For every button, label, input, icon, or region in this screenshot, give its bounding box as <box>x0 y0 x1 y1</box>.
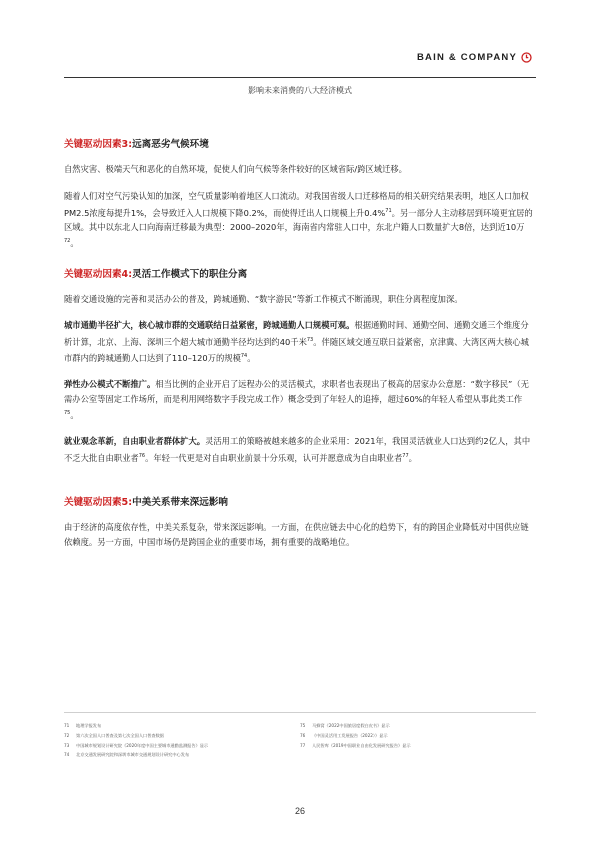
footnote-ref: 74 <box>240 352 248 359</box>
footnote-ref: 77 <box>402 452 409 459</box>
paragraph-text: 灵活用工的策略被越来越多的企业采用：2021年，我国灵活就业人口达到约2亿人，其中不乏大批自由职业者 <box>64 436 531 463</box>
paragraph-text: 随着人们对空气污染认知的加深，空气质量影响着地区人口流动。对我国省级人口迁移格局的相关研究结果表明，地区人口加权PM2.5浓度每提升1%，会导致迁入人口规模下降0.2%，而使得迁出人口规模上升0.4% <box>64 191 529 218</box>
section-heading-3 <box>64 136 536 150</box>
paragraph-text: 。 <box>70 409 79 420</box>
paragraph <box>64 189 536 251</box>
paragraph-lead: 弹性办公模式不断推广。 <box>64 379 156 389</box>
section-title: 灵活工作模式下的职住分离 <box>132 269 248 280</box>
paragraph-text: 。 <box>408 452 417 463</box>
section-label: 关键驱动因素5: <box>64 497 133 508</box>
footnote-ref: 71 <box>385 207 392 214</box>
paragraph-text: 根据通勤时间、通勤空间、通勤交通三个维度分析计算，北京、上海、深圳三个超大城市通勤半径均达到约40千米 <box>64 320 529 347</box>
footnotes-right <box>300 724 530 753</box>
logo-text: BAIN & COMPANY <box>416 52 517 63</box>
paragraph-text: 相当比例的企业开启了远程办公的灵活模式，求职者也表现出了极高的居家办公意愿：“数字移民”（无需办公室等固定工作场所，而是利用网络数字手段完成工作）概念受到了年轻人的追捧，超过60%的年轻人希望从事此类工作 <box>64 379 529 404</box>
page-number: 26 <box>294 806 305 816</box>
paragraph-lead: 城市通勤半径扩大，核心城市群的交通联结日益紧密，跨城通勤人口规模可观。 <box>64 320 355 330</box>
paragraph <box>64 318 536 365</box>
paragraph: 由于经济的高度依存性，中美关系复杂，带来深远影响。一方面，在供应链去中心化的趋势下，有的跨国企业降低对中国供应链依赖度。另一方面，中国市场仍是跨国企业的重要市场，拥有重要的战略地位。 <box>64 522 529 547</box>
footnote-text: 第六次全国人口普查及第七次全国人口普查数据 <box>76 732 164 738</box>
footnote <box>300 724 530 729</box>
paragraph: 自然灾害、极端天气和恶化的自然环境，促使人们向气候等条件较好的区域省际/跨区域迁移。 <box>64 164 407 174</box>
footnote <box>64 753 294 758</box>
paragraph-text: 。另一部分人主动移居到环境更宜居的区域。其中以东北人口向海南迁移最为典型：2000–2020年，海南省内常驻人口中，东北户籍人口数量扩大8倍，达到近10万 <box>64 207 533 232</box>
footnotes-divider <box>64 712 536 713</box>
footnote <box>64 724 294 729</box>
footnote-ref: 73 <box>306 336 314 343</box>
footnote-text: 中国城市规划设计研究院《2020年度中国主要城市通勤监测报告》显示 <box>76 742 209 748</box>
footnote <box>300 734 530 739</box>
footnotes-left <box>64 724 294 763</box>
section-heading-5 <box>64 494 536 508</box>
section-label: 关键驱动因素4: <box>64 269 133 280</box>
footnote-text: 地理学报发布 <box>76 723 102 728</box>
footnote-number: 74 <box>64 752 70 758</box>
paragraph <box>64 434 536 465</box>
footnote <box>64 734 294 739</box>
paragraph: 随着交通设施的完善和灵活办公的普及，跨城通勤、“数字游民”等新工作模式不断涌现，职住分离程度加深。 <box>64 294 463 304</box>
footnote-text: 北京交通发展研究院和深圳市城市交通规划设计研究中心发布 <box>76 752 190 758</box>
section-heading-4 <box>64 266 536 280</box>
footnote-ref: 76 <box>138 452 146 459</box>
footnote <box>64 744 294 749</box>
footnote-text: 《中国灵活用工发展报告（2022）》显示 <box>312 732 388 738</box>
footnote <box>300 744 530 749</box>
header-divider <box>64 77 536 78</box>
paragraph-text: 。 <box>70 238 79 249</box>
footnote-number: 71 <box>64 723 70 728</box>
footnote-text: 马蜂窝《2022中国旅居度假白皮书》显示 <box>312 723 390 728</box>
paragraph-text: 。 <box>247 352 256 363</box>
footnote-number: 73 <box>64 742 70 748</box>
footnote-number: 77 <box>300 742 306 748</box>
footnote-ref: 72 <box>64 238 71 245</box>
paragraph-text: 。伴随区域交通互联日益紧密，京津冀、大湾区两大核心城市群内的跨城通勤人口达到了110–120万的规模 <box>64 336 529 363</box>
footnote-text: 人民智库《2019中国职业自由化发展研究报告》显示 <box>312 742 411 748</box>
footnote-number: 75 <box>300 723 306 728</box>
footnote-number: 76 <box>300 732 306 738</box>
paragraph <box>64 377 536 422</box>
paragraph-text: 。年轻一代更是对自由职业前景十分乐观，认可并愿意成为自由职业者 <box>145 452 403 463</box>
bain-logo <box>417 52 532 63</box>
section-title: 中美关系带来深远影响 <box>132 497 229 508</box>
logo-mark-icon <box>521 52 532 63</box>
footnote-number: 72 <box>64 732 70 738</box>
document-title: 影响未来消费的八大经济模式 <box>248 86 352 95</box>
section-title: 远离恶劣气候环境 <box>132 139 209 150</box>
section-label: 关键驱动因素3: <box>64 139 133 150</box>
paragraph-lead: 就业观念革新，自由职业者群体扩大。 <box>64 436 206 446</box>
footnote-ref: 75 <box>64 410 71 416</box>
